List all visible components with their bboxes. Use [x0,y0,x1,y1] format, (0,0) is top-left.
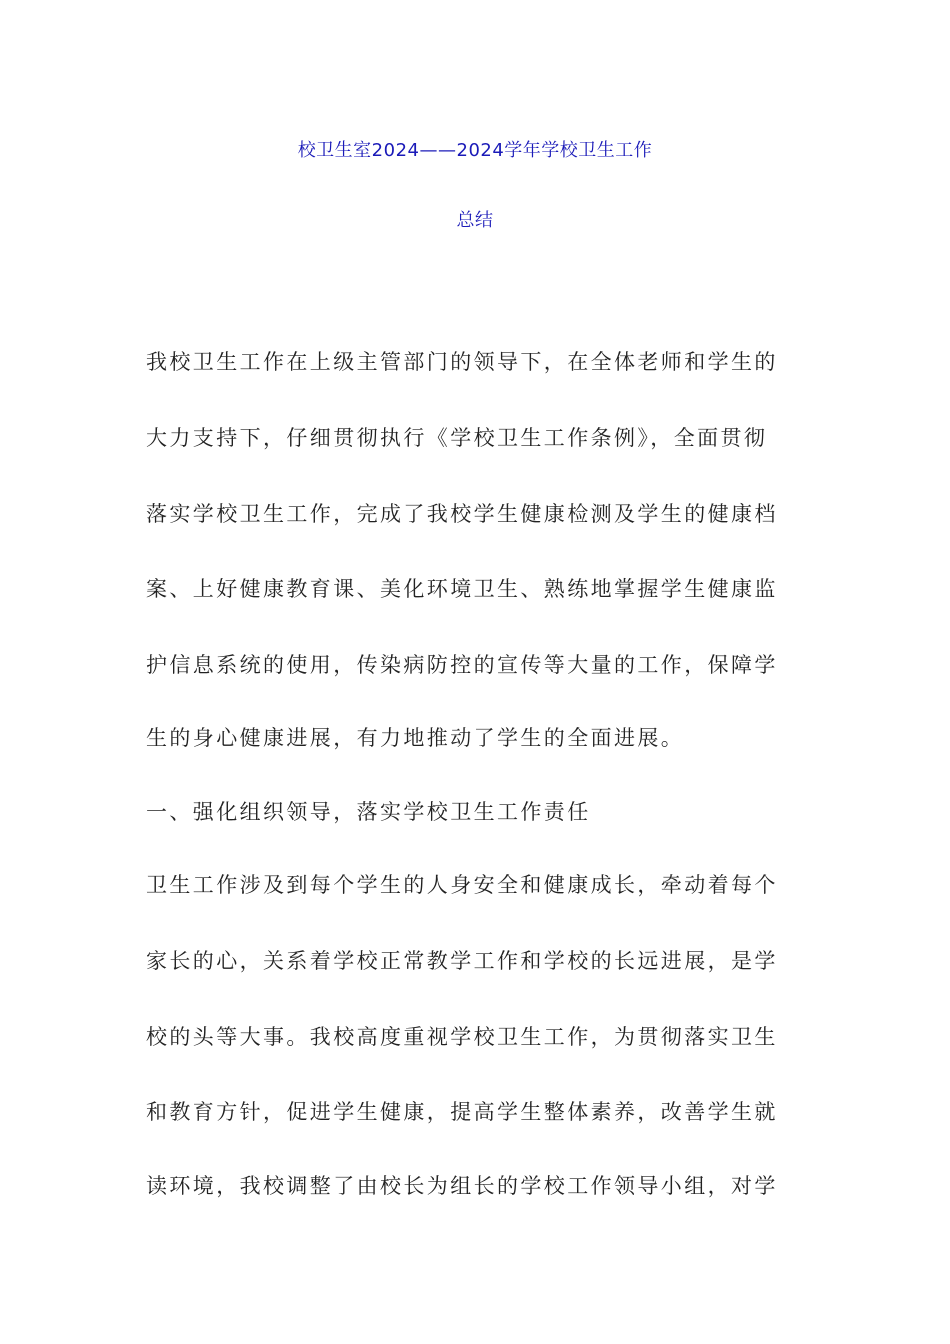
section-heading: 一、强化组织领导，落实学校卫生工作责任 [146,800,591,824]
paragraph-line: 读环境，我校调整了由校长为组长的学校工作领导小组，对学 [146,1174,778,1198]
paragraph-line: 案、上好健康教育课、美化环境卫生、熟练地掌握学生健康监 [146,577,778,601]
paragraph-line: 校的头等大事。我校高度重视学校卫生工作，为贯彻落实卫生 [146,1025,778,1049]
paragraph-line: 生的身心健康进展，有力地推动了学生的全面进展。 [146,726,685,750]
document-title-line-2: 总结 [456,210,494,231]
paragraph-line: 家长的心，关系着学校正常教学工作和学校的长远进展，是学 [146,949,778,973]
paragraph-line: 护信息系统的使用，传染病防控的宣传等大量的工作，保障学 [146,653,778,677]
paragraph-line: 卫生工作涉及到每个学生的人身安全和健康成长，牵动着每个 [146,873,778,897]
paragraph-line: 大力支持下，仔细贯彻执行《学校卫生工作条例》，全面贯彻 [146,426,768,450]
document-title-line-1: 校卫生室2024——2024学年学校卫生工作 [297,140,653,161]
paragraph-line: 和教育方针，促进学生健康，提高学生整体素养，改善学生就 [146,1100,778,1124]
paragraph-line: 落实学校卫生工作，完成了我校学生健康检测及学生的健康档 [146,502,778,526]
paragraph-line: 我校卫生工作在上级主管部门的领导下，在全体老师和学生的 [146,350,778,374]
